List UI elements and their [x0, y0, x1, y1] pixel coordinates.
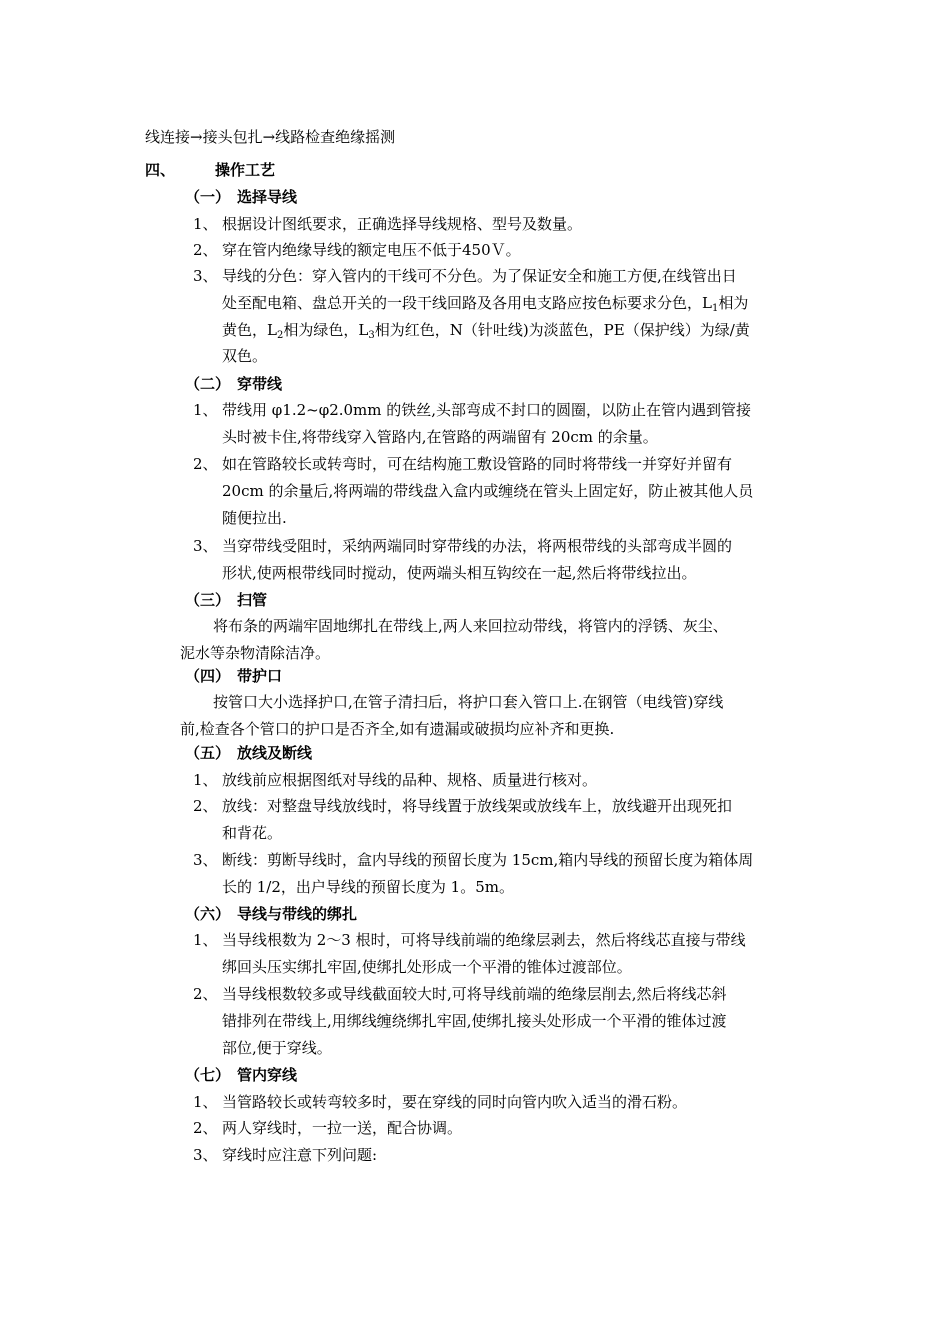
item-line: 当管路较长或转弯较多时，要在穿线的同时向管内吹入适当的滑石粉。 [222, 1093, 688, 1111]
item-line: 放线：对整盘导线放线时，将导线置于放线架或放线车上，放线避开出现死扣 [222, 797, 733, 815]
subsection-title: 放线及断线 [237, 744, 313, 762]
subscript: 2 [276, 330, 284, 341]
paragraph-line: 按管口大小选择护口,在管子清扫后，将护口套入管口上.在钢管（电线管)穿线 [213, 693, 724, 711]
subsection-title: 导线与带线的绑扎 [237, 905, 358, 923]
item-number: 2、 [193, 455, 218, 473]
item-line: 当导线根数较多或导线截面较大时,可将导线前端的绝缘层削去,然后将线芯斜 [222, 985, 727, 1003]
subsection-label: （三） [185, 591, 231, 609]
item-line: 当导线根数为 2～3 根时，可将导线前端的绝缘层剥去，然后将线芯直接与带线 [222, 931, 746, 949]
subsection-label: （五） [185, 744, 231, 762]
item-line: 断线：剪断导线时，盒内导线的预留长度为 15cm,箱内导线的预留长度为箱体周 [222, 851, 754, 869]
item-number: 1、 [193, 215, 218, 233]
item-line: 导线的分色：穿入管内的干线可不分色。为了保证安全和施工方便,在线管出日 [222, 267, 737, 285]
subsection-label: （七） [185, 1066, 231, 1084]
item-line [222, 293, 748, 319]
item-line: 当穿带线受阻时，采纳两端同时穿带线的办法，将两根带线的头部弯成半圆的 [222, 537, 733, 555]
item-text: 相为绿色，L [283, 321, 369, 339]
subsection-label: （一） [185, 188, 231, 206]
subsection-title: 管内穿线 [237, 1066, 298, 1084]
subsection-label: （二） [185, 375, 231, 393]
item-line: 如在管路较长或转弯时，可在结构施工敷设管路的同时将带线一并穿好并留有 [222, 455, 733, 473]
paragraph-line: 泥水等杂物清除洁净。 [180, 644, 331, 662]
item-text: 处至配电箱、盘总开关的一段干线回路及各用电支路应按色标要求分色，L [222, 294, 712, 312]
item-line: 穿在管内绝缘导线的额定电压不低于450Ｖ。 [222, 241, 521, 259]
item-number: 1、 [193, 771, 218, 789]
item-number: 3、 [193, 537, 218, 555]
item-number: 1、 [193, 931, 218, 949]
item-number: 1、 [193, 1093, 218, 1111]
subsection-label: （六） [185, 905, 231, 923]
item-text: 相为 [718, 294, 749, 312]
subscript: 1 [711, 303, 719, 314]
item-number: 2、 [193, 1119, 218, 1137]
item-line: 随便拉出. [222, 509, 287, 527]
item-line: 放线前应根据图纸对导线的品种、规格、质量进行核对。 [222, 771, 598, 789]
item-line: 带线用 φ1.2~φ2.0mm 的铁丝,头部弯成不封口的圆圈，以防止在管内遇到管接 [222, 401, 752, 419]
item-number: 2、 [193, 797, 218, 815]
item-line: 错排列在带线上,用绑线缠绕绑扎牢固,使绑扎接头处形成一个平滑的锥体过渡 [222, 1012, 727, 1030]
item-line: 长的 1/2，出户导线的预留长度为 1。5m。 [222, 878, 514, 896]
subsection-title: 选择导线 [237, 188, 298, 206]
item-line: 20cm 的余量后,将两端的带线盘入盒内或缠绕在管头上固定好，防止被其他人员 [222, 482, 754, 500]
section-number: 四、 [145, 161, 176, 179]
subsection-title: 扫管 [237, 591, 268, 609]
item-text: 相为红色，N（针吐线)为淡蓝色，PE（保护线）为绿/黄 [374, 321, 750, 339]
item-line: 穿线时应注意下列问题: [222, 1146, 378, 1164]
item-number: 3、 [193, 851, 218, 869]
item-number: 3、 [193, 1146, 218, 1164]
item-line: 绑回头压实绑扎牢固,使绑扎处形成一个平滑的锥体过渡部位。 [222, 958, 632, 976]
subscript: 3 [368, 330, 375, 341]
item-line: 根据设计图纸要求，正确选择导线规格、型号及数量。 [222, 215, 583, 233]
item-number: 1、 [193, 401, 218, 419]
paragraph-line: 前,检查各个管口的护口是否齐全,如有遗漏或破损均应补齐和更换. [180, 720, 615, 738]
item-number: 2、 [193, 241, 218, 259]
item-number: 3、 [193, 267, 218, 285]
subsection-title: 带护口 [237, 667, 283, 685]
paragraph-line: 将布条的两端牢固地绑扎在带线上,两人来回拉动带线，将管内的浮锈、灰尘、 [213, 617, 728, 635]
intro-line: 线连接→接头包扎→线路检查绝缘摇测 [145, 128, 396, 146]
item-number: 2、 [193, 985, 218, 1003]
item-line: 形状,使两根带线同时搅动，使两端头相互钩绞在一起,然后将带线拉出。 [222, 564, 697, 582]
section-title: 操作工艺 [215, 161, 276, 179]
item-text: 黄色，L [222, 321, 277, 339]
item-line: 两人穿线时，一拉一送，配合协调。 [222, 1119, 463, 1137]
item-line: 双色。 [222, 347, 268, 365]
item-line: 头时被卡住,将带线穿入管路内,在管路的两端留有 20cm 的余量。 [222, 428, 658, 446]
subsection-label: （四） [185, 667, 231, 685]
item-line: 和背花。 [222, 824, 283, 842]
item-line [222, 320, 750, 346]
subsection-title: 穿带线 [237, 375, 283, 393]
item-line: 部位,便于穿线。 [222, 1039, 332, 1057]
